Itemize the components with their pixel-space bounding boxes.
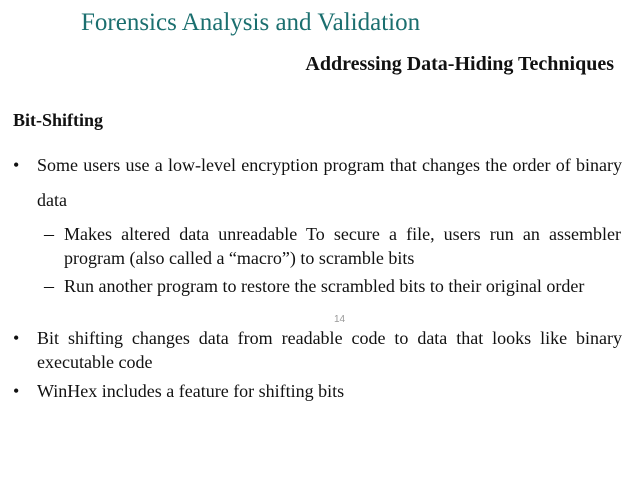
bullet-2-text: Bit shifting changes data from readable code to data that looks like binary executable code	[37, 328, 622, 372]
page-number: 14	[334, 314, 346, 325]
sub-bullet-2-marker: –	[44, 275, 54, 297]
bullet-1-text: Some users use a low-level encryption program that changes the order of binary data	[37, 155, 622, 210]
section-heading: Bit-Shifting	[13, 110, 104, 130]
bullet-1-marker: •	[13, 155, 20, 175]
sub-bullet-1-text: Makes altered data unreadable To secure a file, users run an assembler program (also called a “macro”) to scramble bits	[64, 224, 621, 268]
bullet-3-marker: •	[13, 381, 20, 401]
slide-subtitle: Addressing Data-Hiding Techniques	[305, 53, 614, 75]
sub-bullet-1-marker: –	[44, 223, 54, 245]
slide-title: Forensics Analysis and Validation	[81, 9, 421, 36]
bullet-2-marker: •	[13, 328, 20, 348]
bullet-3-text: WinHex includes a feature for shifting bits	[37, 381, 345, 401]
sub-bullet-2-text: Run another program to restore the scrambled bits to their original order	[64, 276, 585, 296]
